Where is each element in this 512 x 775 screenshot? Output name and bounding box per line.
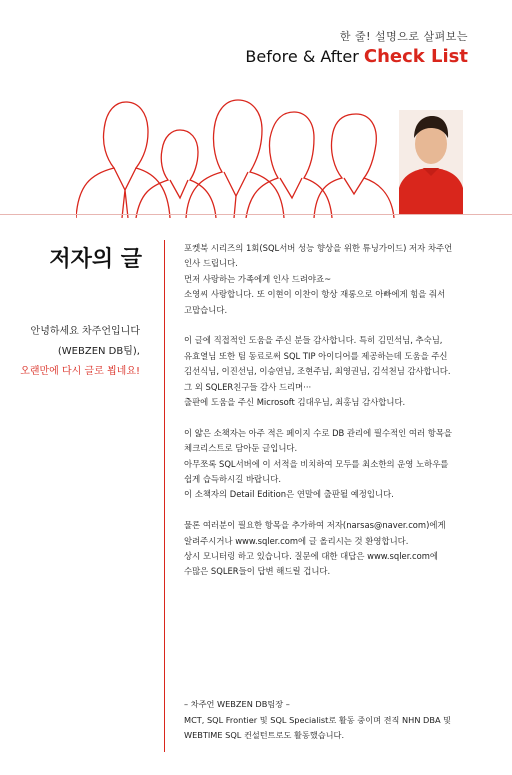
- header-title-accent: Check List: [363, 46, 468, 67]
- header-baseline: [0, 214, 512, 215]
- header-subtitle: 한 줄! 설명으로 살펴보는: [339, 30, 468, 43]
- affiliation: (WEBZEN DB팀),: [57, 346, 140, 357]
- header-title: [245, 46, 468, 67]
- page-title: 저자의 글: [49, 247, 142, 272]
- paragraph: 이 글에 직접적인 도움을 주신 분들 감사합니다. 특히 김민석님, 추숙님, 유효열님 또한 팀 동료로써 SQL TIP 아이디어를 제공하는데 도움을 주신 김선식님, 이진선님, 이승연님, 조현주님, 최영권님, 김석천님 감사합니다. 그 외 SQLER친구들 감사 드리며··· 출판에 도움을 주신 Microsoft 김대우님, 최홍님 감사합니다.: [184, 335, 451, 408]
- signature-bio: MCT, SQL Frontier 및 SQL Specialist로 활동 중이며 전직 NHN DBA 및: [184, 714, 452, 725]
- author-signature: [184, 697, 474, 744]
- signature-name: – 차주언 WEBZEN DB팀장 –: [184, 699, 290, 709]
- people-silhouettes-illustration: [76, 94, 401, 218]
- paragraph: 이 얇은 소책자는 아주 적은 페이지 수로 DB 관리에 필수적인 여러 항목을 체크리스트로 담아둔 글입니다. 아무쪼록 SQL서버에 이 서적을 비치하여 모두를 최소한의 운영 노하우를 쉽게 습득하시길 바랍니다. 이 소책자의 Detail Edition은 연말에 출판될 예정입니다.: [184, 427, 453, 500]
- greeting: 안녕하세요 차주언입니다: [30, 326, 140, 337]
- paragraph: 포켓북 시리즈의 1회(SQL서버 성능 향상을 위한 튜닝가이드) 저자 차주언 인사 드립니다. 먼저 사랑하는 가족에게 인사 드려야죠~ 소영씨 사랑합니다. 또 이현이 이찬이 항상 재롱으로 아빠에게 힘을 줘서 고맙습니다.: [184, 243, 453, 315]
- preface-body: [184, 241, 474, 595]
- author-intro: [0, 322, 140, 382]
- paragraph: 물론 여러분이 필요한 항목을 추가하여 저자(narsas@naver.com)에게 알려주시거나 www.sqler.com에 글 올리시는 것 환영합니다. 상시 모니터링 하고 있습니다. 질문에 대한 대답은 www.sqler.com에 수많은 SQLER들이 답변 해드릴 겁니다.: [184, 520, 446, 577]
- signature-bio: WEBTIME SQL 컨설턴트로도 활동했습니다.: [184, 730, 345, 740]
- author-photo: [399, 110, 463, 214]
- column-divider: [164, 240, 165, 752]
- closing-line: 오랜만에 다시 글로 뵙네요!: [20, 366, 140, 377]
- header-title-prefix: Before & After: [245, 47, 364, 66]
